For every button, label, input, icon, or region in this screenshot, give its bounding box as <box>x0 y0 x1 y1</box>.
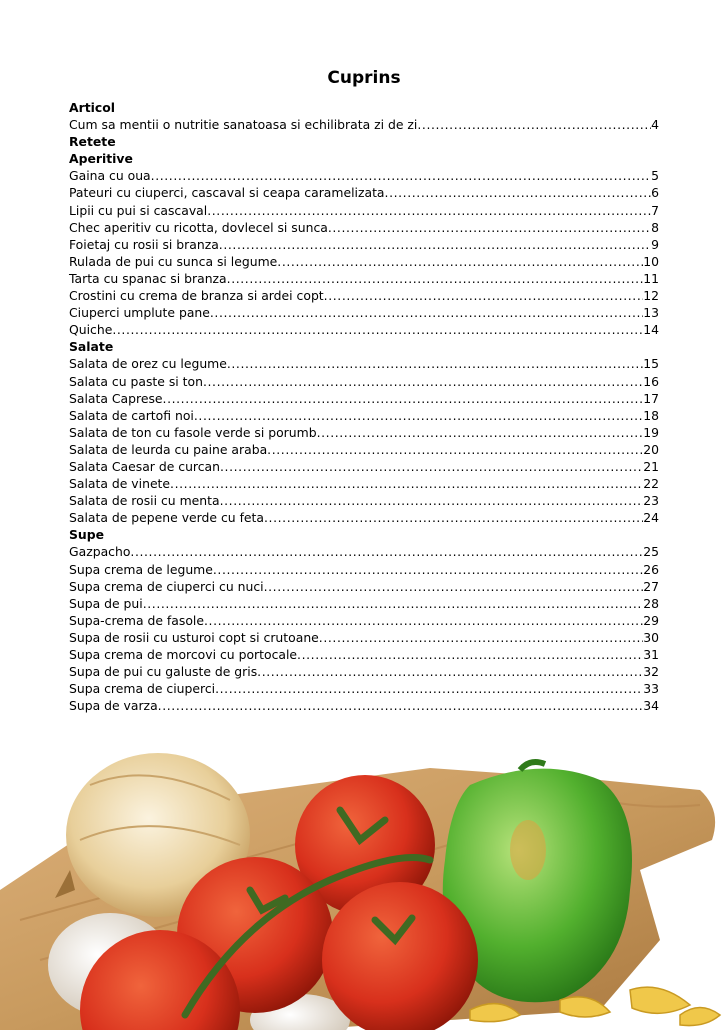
toc-entry[interactable] <box>69 458 659 475</box>
toc-page-number: 27 <box>643 578 659 594</box>
toc-entry-title: Supa de rosii cu usturoi copt si crutoane <box>69 629 319 645</box>
toc-entry-title: Supa de pui <box>69 595 143 611</box>
toc-entry[interactable] <box>69 680 659 697</box>
toc-entry[interactable] <box>69 543 659 560</box>
toc-dot-leader <box>170 475 643 492</box>
toc-entry[interactable] <box>69 390 659 407</box>
toc-entry-title: Gazpacho <box>69 544 131 560</box>
toc-dot-leader <box>277 253 643 270</box>
toc-entry[interactable] <box>69 629 659 646</box>
toc-entry-title: Salata de rosii cu menta <box>69 493 220 509</box>
toc-entry-title: Cum sa mentii o nutritie sanatoasa si echilibrata zi de zi <box>69 117 418 133</box>
toc-dot-leader <box>257 663 643 680</box>
toc-dot-leader <box>163 390 644 407</box>
toc-entry-title: Supa crema de ciuperci <box>69 681 216 697</box>
toc-entry-title: Foietaj cu rosii si branza <box>69 236 219 252</box>
toc-dot-leader <box>130 543 643 560</box>
toc-page-number: 28 <box>643 595 659 611</box>
toc-page-number: 32 <box>643 664 659 680</box>
toc-entry-title: Salata cu paste si ton <box>69 373 203 389</box>
toc-page-number: 4 <box>651 117 659 133</box>
toc-entry[interactable] <box>69 697 659 714</box>
toc-page-number: 9 <box>651 236 659 252</box>
toc-page-number: 11 <box>643 270 659 286</box>
toc-dot-leader <box>151 167 651 184</box>
toc-dot-leader <box>219 236 651 253</box>
toc-entry[interactable] <box>69 236 659 253</box>
toc-dot-leader <box>204 612 643 629</box>
toc-page-number: 8 <box>651 219 659 235</box>
toc-dot-leader <box>203 373 643 390</box>
toc-dot-leader <box>328 219 651 236</box>
toc-entry[interactable] <box>69 509 659 526</box>
toc-page-number: 6 <box>651 185 659 201</box>
toc-section-heading <box>69 133 659 150</box>
toc-entry-title: Salata de pepene verde cu feta <box>69 510 265 526</box>
toc-heading-text: Aperitive <box>69 151 133 167</box>
toc-dot-leader <box>319 629 643 646</box>
toc-heading-text: Salate <box>69 339 114 355</box>
toc-heading-text: Supe <box>69 527 105 543</box>
toc-entry-title: Salata Caprese <box>69 390 163 406</box>
toc-page-number: 29 <box>643 612 659 628</box>
toc-entry-title: Quiche <box>69 322 113 338</box>
toc-entry[interactable] <box>69 663 659 680</box>
toc-section-heading <box>69 526 659 543</box>
toc-entry-title: Pateuri cu ciuperci, cascaval si ceapa caramelizata <box>69 185 385 201</box>
toc-page-number: 7 <box>651 202 659 218</box>
toc-dot-leader <box>385 184 652 201</box>
toc-entry-title: Lipii cu pui si cascaval <box>69 202 208 218</box>
toc-entry-title: Crostini cu crema de branza si ardei copt <box>69 288 324 304</box>
toc-section-heading <box>69 338 659 355</box>
toc-dot-leader <box>264 578 644 595</box>
toc-entry[interactable] <box>69 595 659 612</box>
toc-page-number: 19 <box>643 424 659 440</box>
toc-page-number: 22 <box>643 476 659 492</box>
toc-page-number: 26 <box>643 561 659 577</box>
toc-entry[interactable] <box>69 304 659 321</box>
toc-entry-title: Tarta cu spanac si branza <box>69 270 227 286</box>
toc-dot-leader <box>220 458 643 475</box>
toc-entry-title: Supa de pui cu galuste de gris <box>69 664 258 680</box>
toc-page-number: 33 <box>643 681 659 697</box>
toc-entry[interactable] <box>69 270 659 287</box>
toc-entry[interactable] <box>69 561 659 578</box>
toc-entry-title: Gaina cu oua <box>69 168 151 184</box>
toc-entry-title: Supa crema de morcovi cu portocale <box>69 647 298 662</box>
toc-dot-leader <box>227 355 643 372</box>
toc-entry-title: Ciuperci umplute pane <box>69 305 210 321</box>
toc-dot-leader <box>213 561 643 578</box>
toc-entry-title: Supa crema de legume <box>69 561 213 577</box>
toc-dot-leader <box>297 646 643 663</box>
toc-page-number: 23 <box>643 493 659 509</box>
toc-page-number: 10 <box>643 253 659 269</box>
toc-page-number: 25 <box>643 544 659 560</box>
toc-section-heading <box>69 99 659 116</box>
toc-entry[interactable] <box>69 355 659 372</box>
toc-entry[interactable] <box>69 646 659 663</box>
toc-entry-title: Salata de leurda cu paine araba <box>69 441 268 457</box>
toc-page-number: 31 <box>643 647 659 662</box>
toc-entry-title: Rulada de pui cu sunca si legume <box>69 253 278 269</box>
toc-entry[interactable] <box>69 287 659 304</box>
toc-dot-leader <box>158 697 644 714</box>
toc-entry[interactable] <box>69 612 659 629</box>
toc-page-number: 20 <box>643 441 659 457</box>
toc-entry[interactable] <box>69 219 659 236</box>
toc-entry-title: Salata de ton cu fasole verde si porumb <box>69 424 317 440</box>
toc-dot-leader <box>194 407 643 424</box>
toc-entry[interactable] <box>69 407 659 424</box>
toc-entry-title: Supa de varza <box>69 698 158 714</box>
toc-page-number: 30 <box>643 629 659 645</box>
toc-entry[interactable] <box>69 253 659 270</box>
toc-entry-title: Supa crema de ciuperci cu nuci <box>69 578 264 594</box>
toc-page-number: 13 <box>643 305 659 321</box>
toc-dot-leader <box>324 287 644 304</box>
toc-dot-leader <box>143 595 644 612</box>
toc-title: Cuprins <box>327 68 401 88</box>
toc-section-heading <box>69 150 659 167</box>
toc-dot-leader <box>317 424 644 441</box>
toc-entry-title: Salata de orez cu legume <box>69 356 227 372</box>
toc-dot-leader <box>207 202 651 219</box>
toc-entry[interactable] <box>69 424 659 441</box>
toc-dot-leader <box>112 321 643 338</box>
toc-heading-text: Retete <box>69 134 116 150</box>
toc-dot-leader <box>215 680 643 697</box>
vegetables-photo <box>0 750 728 1030</box>
toc-entry[interactable] <box>69 167 659 184</box>
toc-entry[interactable] <box>69 202 659 219</box>
toc-entry[interactable] <box>69 578 659 595</box>
toc-dot-leader <box>220 492 644 509</box>
toc-page-number: 24 <box>643 510 659 526</box>
toc-dot-leader <box>267 441 643 458</box>
toc-page-number: 16 <box>643 373 659 389</box>
toc-page-number: 5 <box>651 168 659 184</box>
toc-dot-leader <box>227 270 644 287</box>
toc-page-number: 12 <box>643 288 659 304</box>
toc-page-number: 14 <box>643 322 659 338</box>
toc-dot-leader <box>210 304 643 321</box>
toc-page-number: 17 <box>643 390 659 406</box>
toc-entry-title: Salata de vinete <box>69 476 171 492</box>
toc-entry[interactable] <box>69 116 659 133</box>
toc-entry-title: Supa-crema de fasole <box>69 612 204 628</box>
toc-dot-leader <box>417 116 651 133</box>
toc-dot-leader <box>264 509 643 526</box>
table-of-contents <box>69 99 659 714</box>
toc-entry-title: Chec aperitiv cu ricotta, dovlecel si sunca <box>69 219 328 235</box>
toc-page-number: 15 <box>643 356 659 372</box>
toc-page-number: 34 <box>643 698 659 714</box>
toc-page-number: 21 <box>643 458 659 474</box>
toc-entry-title: Salata Caesar de curcan <box>69 458 221 474</box>
toc-entry[interactable] <box>69 492 659 509</box>
toc-entry[interactable] <box>69 441 659 458</box>
toc-entry[interactable] <box>69 475 659 492</box>
toc-entry[interactable] <box>69 373 659 390</box>
toc-page-number: 18 <box>643 407 659 423</box>
toc-entry[interactable] <box>69 321 659 338</box>
toc-entry[interactable] <box>69 184 659 201</box>
toc-entry-title: Salata de cartofi noi <box>69 407 194 423</box>
toc-heading-text: Articol <box>69 100 115 115</box>
